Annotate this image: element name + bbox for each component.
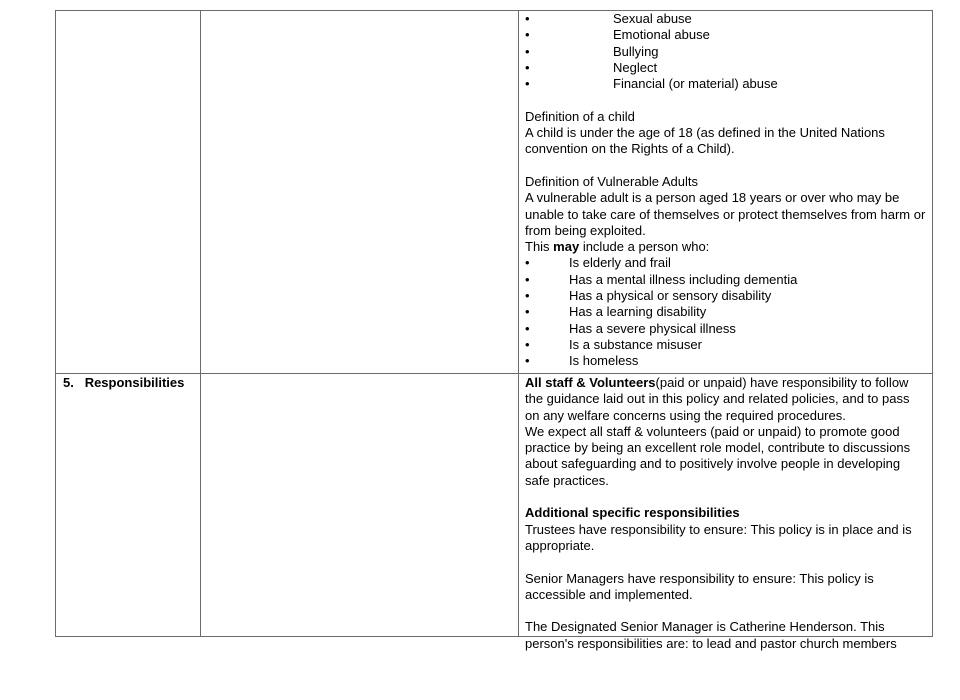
- list-item: [525, 321, 927, 337]
- additional-responsibilities-heading: Additional specific responsibilities: [525, 505, 740, 521]
- list-item: [525, 304, 927, 320]
- list-item: [525, 255, 927, 271]
- designated-manager-text: The Designated Senior Manager is Catherine Henderson. This person's responsibilities are: to lead and pastor church members: [525, 619, 897, 651]
- child-definition-text: A child is under the age of 18 (as defined in the United Nations convention on the Rights of a Child).: [525, 125, 885, 157]
- row-divider: [55, 373, 933, 374]
- list-item: [525, 337, 927, 353]
- bullet-icon: •: [525, 320, 530, 336]
- vulnerable-adult-list: [525, 255, 927, 369]
- bullet-icon: •: [525, 304, 530, 320]
- section-heading: [63, 375, 184, 391]
- may-include-text: This may include a person who:: [525, 239, 710, 255]
- list-item-text: Neglect: [613, 59, 658, 75]
- list-item-text: Sexual abuse: [613, 11, 692, 26]
- bullet-icon: •: [525, 353, 530, 369]
- list-item: [525, 353, 927, 369]
- column-divider-1: [200, 10, 201, 637]
- bullet-icon: •: [525, 288, 530, 304]
- list-item: [525, 288, 927, 304]
- list-item-text: Has a learning disability: [569, 304, 707, 320]
- list-item-text: Financial (or material) abuse: [613, 76, 778, 92]
- bullet-icon: •: [525, 27, 530, 43]
- bullet-icon: •: [525, 76, 530, 92]
- list-item: [525, 60, 927, 76]
- abuse-types-list: [525, 11, 927, 92]
- section-number: 5.: [63, 375, 74, 390]
- list-item-text: Has a physical or sensory disability: [569, 288, 772, 304]
- bullet-icon: •: [525, 43, 530, 59]
- table-border-right: [932, 10, 933, 637]
- bullet-icon: •: [525, 255, 530, 271]
- bullet-icon: •: [525, 271, 530, 287]
- list-item-text: Is homeless: [569, 353, 639, 369]
- staff-expectation: We expect all staff & volunteers (paid or unpaid) to promote good practice by being an excellent role model, contribute to discussions about safeguarding and to positively involve people in developing safe practices.: [525, 423, 911, 488]
- senior-managers-responsibility: Senior Managers have responsibility to ensure: This policy is accessible and implemented.: [525, 570, 874, 602]
- vulnerable-adult-heading: Definition of Vulnerable Adults: [525, 173, 698, 189]
- bullet-icon: •: [525, 11, 530, 26]
- column-divider-2: [518, 10, 519, 637]
- list-item-text: Emotional abuse: [613, 27, 710, 43]
- list-item-text: Has a mental illness including dementia: [569, 271, 798, 287]
- vulnerable-adult-text: A vulnerable adult is a person aged 18 years or over who may be unable to take care of themselves or protect themselves from harm or from being exploited.: [525, 190, 926, 238]
- bullet-icon: •: [525, 59, 530, 75]
- responsibilities-cell: [525, 375, 927, 652]
- list-item: [525, 11, 927, 27]
- staff-responsibility: All staff & Volunteers(paid or unpaid) have responsibility to follow the guidance laid out in this policy and related policies, and to pass on any welfare concerns using the required procedures.: [525, 375, 910, 423]
- list-item-text: Bullying: [613, 43, 659, 59]
- definitions-cell: [525, 11, 927, 370]
- bullet-icon: •: [525, 336, 530, 352]
- list-item: [525, 76, 927, 92]
- list-item: [525, 272, 927, 288]
- list-item-text: Is a substance misuser: [569, 336, 702, 352]
- table-border-left: [55, 10, 56, 637]
- list-item: [525, 27, 927, 43]
- section-title: Responsibilities: [84, 375, 185, 390]
- list-item: [525, 44, 927, 60]
- list-item-text: Is elderly and frail: [569, 255, 671, 271]
- list-item-text: Has a severe physical illness: [569, 320, 736, 336]
- trustees-responsibility: Trustees have responsibility to ensure: This policy is in place and is appropriate.: [525, 521, 912, 553]
- child-definition-heading: Definition of a child: [525, 108, 635, 124]
